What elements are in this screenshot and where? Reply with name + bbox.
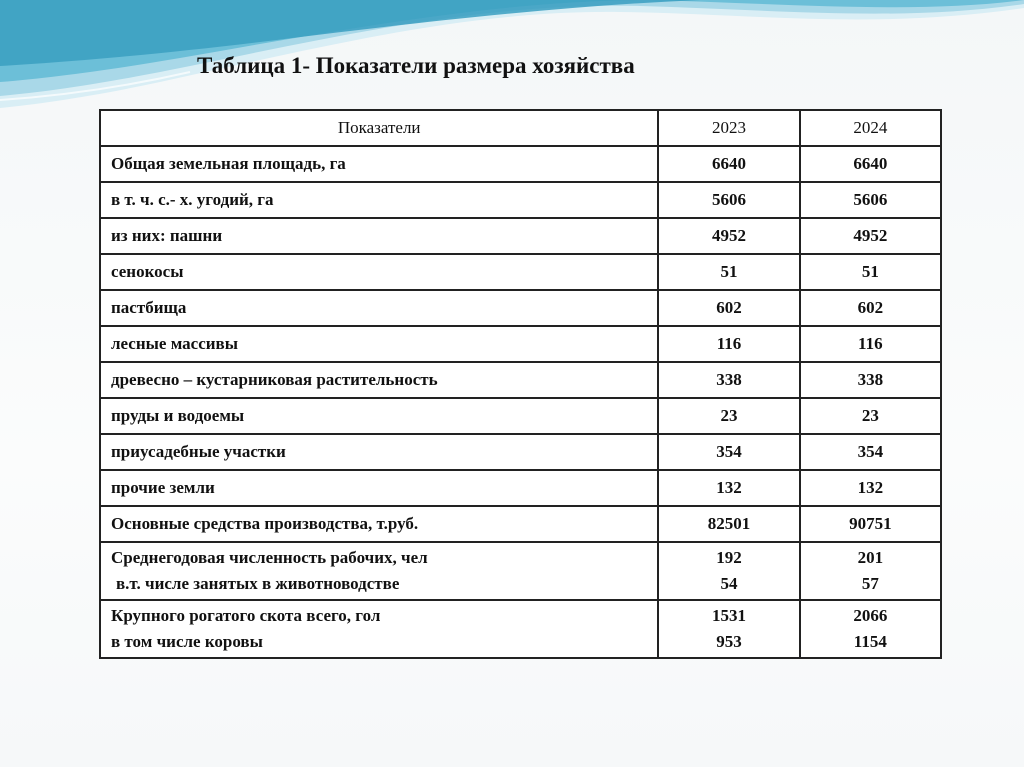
value-2023-sub: 54 bbox=[720, 574, 738, 593]
value-2024: 90751 bbox=[800, 506, 941, 542]
value-2023: 354 bbox=[658, 434, 799, 470]
value-2023: 23 bbox=[658, 398, 799, 434]
table-row bbox=[100, 470, 941, 506]
value-2023: 6640 bbox=[658, 146, 799, 182]
value-2023: 338 bbox=[658, 362, 799, 398]
row-label: в т. ч. с.- х. угодий, га bbox=[100, 182, 658, 218]
value-2024-cell bbox=[800, 600, 941, 658]
value-2024-sub: 1154 bbox=[853, 632, 887, 651]
table-row bbox=[100, 542, 941, 600]
value-2024: 132 bbox=[800, 470, 941, 506]
value-2024: 51 bbox=[800, 254, 941, 290]
indicators-table bbox=[99, 109, 942, 659]
row-label: пастбища bbox=[100, 290, 658, 326]
header-year-2023: 2023 bbox=[658, 110, 799, 146]
value-2024: 602 bbox=[800, 290, 941, 326]
row-label: Крупного рогатого скота всего, гол bbox=[111, 606, 381, 625]
table-row bbox=[100, 290, 941, 326]
table-header-row bbox=[100, 110, 941, 146]
table-row bbox=[100, 182, 941, 218]
row-label: сенокосы bbox=[100, 254, 658, 290]
value-2024: 6640 bbox=[800, 146, 941, 182]
value-2023: 132 bbox=[658, 470, 799, 506]
value-2024: 116 bbox=[800, 326, 941, 362]
table-row bbox=[100, 506, 941, 542]
value-2023: 116 bbox=[658, 326, 799, 362]
value-2023: 51 bbox=[658, 254, 799, 290]
value-2023: 602 bbox=[658, 290, 799, 326]
value-2024: 5606 bbox=[800, 182, 941, 218]
value-2024-cell bbox=[800, 542, 941, 600]
value-2023: 1531 bbox=[712, 606, 747, 625]
table-row bbox=[100, 398, 941, 434]
table-row bbox=[100, 218, 941, 254]
row-label: Общая земельная площадь, га bbox=[100, 146, 658, 182]
row-label-cell bbox=[100, 542, 658, 600]
page-title: Таблица 1- Показатели размера хозяйства bbox=[197, 53, 635, 78]
value-2023-cell bbox=[658, 542, 799, 600]
value-2024: 201 bbox=[857, 548, 884, 567]
value-2024: 4952 bbox=[800, 218, 941, 254]
header-indicators: Показатели bbox=[100, 110, 658, 146]
table-row bbox=[100, 254, 941, 290]
table-row bbox=[100, 362, 941, 398]
value-2023-cell bbox=[658, 600, 799, 658]
value-2023: 192 bbox=[716, 548, 742, 567]
row-sublabel: в.т. числе занятых в животноводстве bbox=[116, 574, 400, 593]
value-2024: 338 bbox=[800, 362, 941, 398]
row-sublabel: в том числе коровы bbox=[111, 632, 263, 651]
row-label: приусадебные участки bbox=[100, 434, 658, 470]
row-label: Основные средства производства, т.руб. bbox=[100, 506, 658, 542]
value-2023: 82501 bbox=[658, 506, 799, 542]
row-label-cell bbox=[100, 600, 658, 658]
table-row bbox=[100, 326, 941, 362]
header-year-2024: 2024 bbox=[800, 110, 941, 146]
value-2024-sub: 57 bbox=[861, 574, 879, 593]
value-2023-sub: 953 bbox=[716, 632, 742, 651]
value-2024: 23 bbox=[800, 398, 941, 434]
row-label: лесные массивы bbox=[100, 326, 658, 362]
row-label: пруды и водоемы bbox=[100, 398, 658, 434]
value-2023: 4952 bbox=[658, 218, 799, 254]
value-2024: 354 bbox=[800, 434, 941, 470]
row-label: прочие земли bbox=[100, 470, 658, 506]
table-row bbox=[100, 600, 941, 658]
row-label: из них: пашни bbox=[100, 218, 658, 254]
table-row bbox=[100, 434, 941, 470]
row-label: древесно – кустарниковая растительность bbox=[100, 362, 658, 398]
row-label: Среднегодовая численность рабочих, чел bbox=[111, 548, 428, 567]
table-row bbox=[100, 146, 941, 182]
value-2023: 5606 bbox=[658, 182, 799, 218]
value-2024: 2066 bbox=[853, 606, 888, 625]
